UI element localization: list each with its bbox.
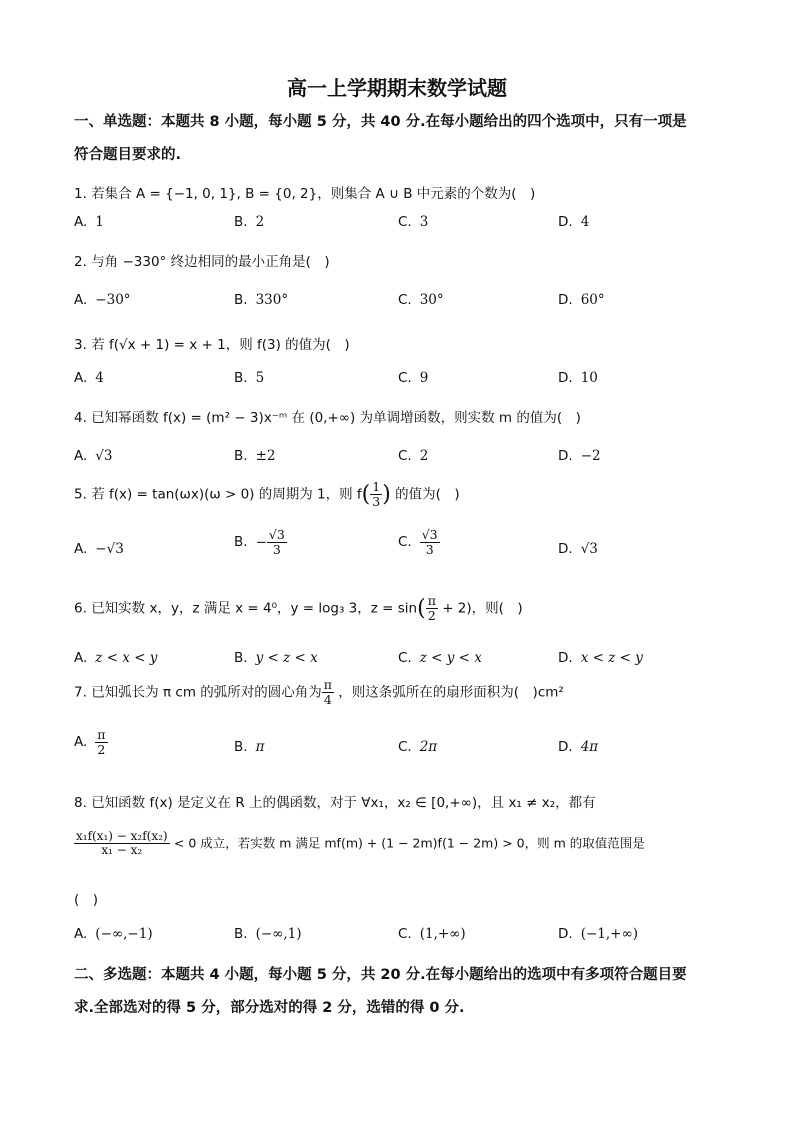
option-label: B. — [234, 650, 248, 666]
option-value: −√3 — [95, 541, 124, 557]
option-value: 60° — [580, 292, 605, 308]
option-label: A. — [74, 734, 88, 751]
option-c — [398, 214, 428, 230]
question-8-stem-line-2 — [74, 830, 734, 857]
question-3-stem — [74, 333, 734, 353]
option-value: π — [255, 739, 265, 755]
fraction — [267, 528, 287, 557]
option-value: √3 — [580, 541, 598, 557]
question-text: 已知函数 f(x) 是定义在 R 上的偶函数，对于 ∀x₁，x₂ ∈ [0,+∞)，且 x₁ ≠ x₂，都有 — [91, 795, 596, 811]
option-label: B. — [234, 739, 248, 755]
option-label: C. — [398, 292, 412, 308]
option-label: D. — [558, 926, 573, 942]
question-number: 8. — [74, 795, 87, 811]
question-text: 若集合 A = {−1, 0, 1}, B = {0, 2}，则集合 A ∪ B 中元素的个数为( ) — [91, 186, 536, 202]
option-label: A. — [74, 926, 88, 942]
fraction-numerator: 1 — [372, 479, 381, 494]
option-label: D. — [558, 739, 573, 755]
option-value: x < z < y — [580, 650, 643, 666]
fraction-denominator: 2 — [97, 741, 106, 757]
fraction — [426, 594, 438, 623]
option-value: 1 — [95, 214, 104, 230]
section-heading-multiple-choice — [74, 963, 724, 1017]
option-value: z < x < y — [95, 650, 158, 666]
fraction-numerator: π — [97, 727, 106, 742]
option-d — [558, 541, 598, 557]
option-a — [74, 728, 108, 757]
question-2-stem — [74, 250, 734, 270]
option-label: C. — [398, 534, 412, 551]
option-value: 4 — [95, 370, 104, 386]
question-5-stem: 5. 若 f(x) = tan(ωx)(ω > 0) 的周期为 1，则 f( $\frac{1}{3}$ ) 的值为( ) — [74, 479, 460, 509]
question-text: 若 f(√x + 1) = x + 1，则 f(3) 的值为( ) — [91, 337, 350, 353]
option-c — [398, 370, 428, 386]
option-label: A. — [74, 650, 88, 666]
page-title: 高一上学期期末数学试题 — [287, 76, 507, 100]
option-c — [398, 528, 440, 557]
option-b — [234, 650, 318, 666]
option-value: (−∞,−1) — [95, 926, 153, 942]
question-text: 若 f(x) = tan(ωx)(ω > 0) 的周期为 1，则 f — [91, 486, 362, 503]
option-label: C. — [398, 926, 412, 942]
question-number: 4. — [74, 410, 87, 426]
option-label: B. — [234, 448, 248, 464]
question-number: 6. — [74, 600, 87, 617]
question-text: 已知实数 x，y，z 满足 x = 4⁰，y = log₃ 3，z = sin — [91, 600, 418, 617]
fraction-numerator: √3 — [421, 527, 438, 542]
question-number: 2. — [74, 254, 87, 270]
option-label: A. — [74, 448, 88, 464]
section-heading-line: 二、多选题：本题共 4 小题，每小题 5 分，共 20 分.在每小题给出的选项中有多项符合题目要 — [74, 967, 687, 983]
option-value: −2 — [580, 448, 601, 464]
question-number: 3. — [74, 337, 87, 353]
section-heading-line: 一、单选题：本题共 8 小题，每小题 5 分，共 40 分.在每小题给出的四个选项中，只有一项是 — [74, 114, 687, 130]
option-c — [398, 448, 428, 464]
option-d — [558, 926, 638, 942]
option-c — [398, 650, 482, 666]
option-a — [74, 448, 113, 464]
option-d — [558, 214, 589, 230]
question-number: 1. — [74, 186, 87, 202]
fraction-numerator: π — [323, 677, 332, 692]
option-value: 9 — [419, 370, 429, 386]
option-value: 4 — [580, 214, 590, 230]
section-heading-line: 符合题目要求的. — [74, 147, 182, 163]
question-text: ( ) — [74, 892, 99, 908]
option-value: 2 — [255, 214, 265, 230]
option-label: C. — [398, 214, 412, 230]
option-d — [558, 448, 601, 464]
option-label: A. — [74, 370, 88, 386]
option-b — [234, 739, 264, 755]
question-text: + 2)，则( ) — [442, 600, 523, 617]
question-8-stem-line-1 — [74, 791, 734, 811]
option-label: A. — [74, 541, 88, 557]
fraction — [420, 528, 440, 557]
option-value: (−∞,1) — [255, 926, 302, 942]
option-label: D. — [558, 370, 573, 386]
option-a — [74, 292, 131, 308]
option-label: D. — [558, 292, 573, 308]
question-text: ，则这条弧所在的扇形面积为( )cm² — [338, 684, 564, 701]
option-label: D. — [558, 448, 573, 464]
option-d — [558, 650, 643, 666]
option-label: B. — [234, 292, 248, 308]
option-label: C. — [398, 448, 412, 464]
option-label: A. — [74, 292, 88, 308]
option-value: √3 — [95, 448, 113, 464]
option-label: B. — [234, 214, 248, 230]
option-value: y < z < x — [255, 650, 318, 666]
question-text: < 0 成立，若实数 m 满足 mf(m) + (1 − 2m)f(1 − 2m) > 0，则 m 的取值范围是 — [173, 835, 645, 851]
fraction-denominator: 3 — [425, 541, 434, 557]
option-value: 10 — [580, 370, 598, 386]
option-a — [74, 370, 104, 386]
question-number: 7. — [74, 684, 87, 701]
option-label: C. — [398, 370, 412, 386]
option-b — [234, 926, 302, 942]
question-7-stem — [74, 678, 734, 707]
question-text: 已知弧长为 π cm 的弧所对的圆心角为 — [91, 684, 322, 701]
option-label: A. — [74, 214, 88, 230]
section-heading-line: 求.全部选对的得 5 分，部分选对的得 2 分，选错的得 0 分. — [74, 1000, 465, 1016]
question-8-stem-line-3 — [74, 888, 734, 908]
fraction-denominator: 2 — [427, 607, 436, 623]
option-value: 5 — [255, 370, 265, 386]
question-1-stem — [74, 182, 734, 202]
option-b — [234, 292, 288, 308]
fraction-numerator: √3 — [268, 527, 285, 542]
option-b — [234, 448, 275, 464]
option-value: (−1,+∞) — [580, 926, 638, 942]
fraction-numerator: x₁f(x₁) − x₂f(x₂) — [76, 829, 168, 843]
option-c — [398, 739, 437, 755]
option-label: B. — [234, 534, 248, 551]
option-label: D. — [558, 214, 573, 230]
option-c — [398, 292, 444, 308]
option-a — [74, 926, 153, 942]
section-heading-single-choice — [74, 110, 724, 164]
option-label: B. — [234, 370, 248, 386]
option-label: C. — [398, 739, 412, 755]
fraction-denominator: 3 — [272, 541, 281, 557]
fraction — [370, 480, 382, 509]
question-number: 5. — [74, 486, 87, 503]
question-text: 已知幂函数 f(x) = (m² − 3)x⁻ᵐ 在 (0,+∞) 为单调增函数，则实数 m 的值为( ) — [91, 410, 581, 426]
option-value: 4π — [580, 739, 599, 755]
option-value: 3 — [419, 214, 429, 230]
option-label: C. — [398, 650, 412, 666]
option-value: z < y < x — [419, 650, 482, 666]
option-value: (1,+∞) — [419, 926, 466, 942]
option-value: 2 — [419, 448, 429, 464]
option-sign: − — [255, 534, 267, 551]
option-b — [234, 528, 287, 557]
question-text: 与角 −330° 终边相同的最小正角是( ) — [91, 254, 330, 270]
fraction-numerator: π — [427, 593, 436, 608]
option-a — [74, 214, 104, 230]
question-4-stem — [74, 406, 734, 426]
option-value: ±2 — [255, 448, 276, 464]
option-d — [558, 292, 605, 308]
option-b — [234, 370, 264, 386]
fraction-denominator: 3 — [372, 493, 381, 509]
option-d — [558, 370, 598, 386]
option-d — [558, 739, 598, 755]
option-a — [74, 541, 124, 557]
option-value: 330° — [255, 292, 289, 308]
option-label: D. — [558, 541, 573, 557]
fraction-denominator: x₁ − x₂ — [101, 843, 143, 858]
option-label: B. — [234, 926, 248, 942]
fraction-denominator: 4 — [323, 691, 332, 707]
fraction — [74, 830, 170, 857]
option-a — [74, 650, 157, 666]
fraction — [322, 678, 334, 707]
option-label: D. — [558, 650, 573, 666]
question-text: 的值为( ) — [395, 486, 460, 503]
option-b — [234, 214, 264, 230]
fraction — [95, 728, 107, 757]
option-value: 2π — [419, 739, 438, 755]
question-6-stem: 6. 已知实数 x，y，z 满足 x = 4⁰，y = log₃ 3，z = sin( $\frac{\pi}{2}$ + 2)，则( ) — [74, 593, 523, 623]
option-value: 30° — [419, 292, 444, 308]
option-value: −30° — [95, 292, 131, 308]
option-c — [398, 926, 466, 942]
